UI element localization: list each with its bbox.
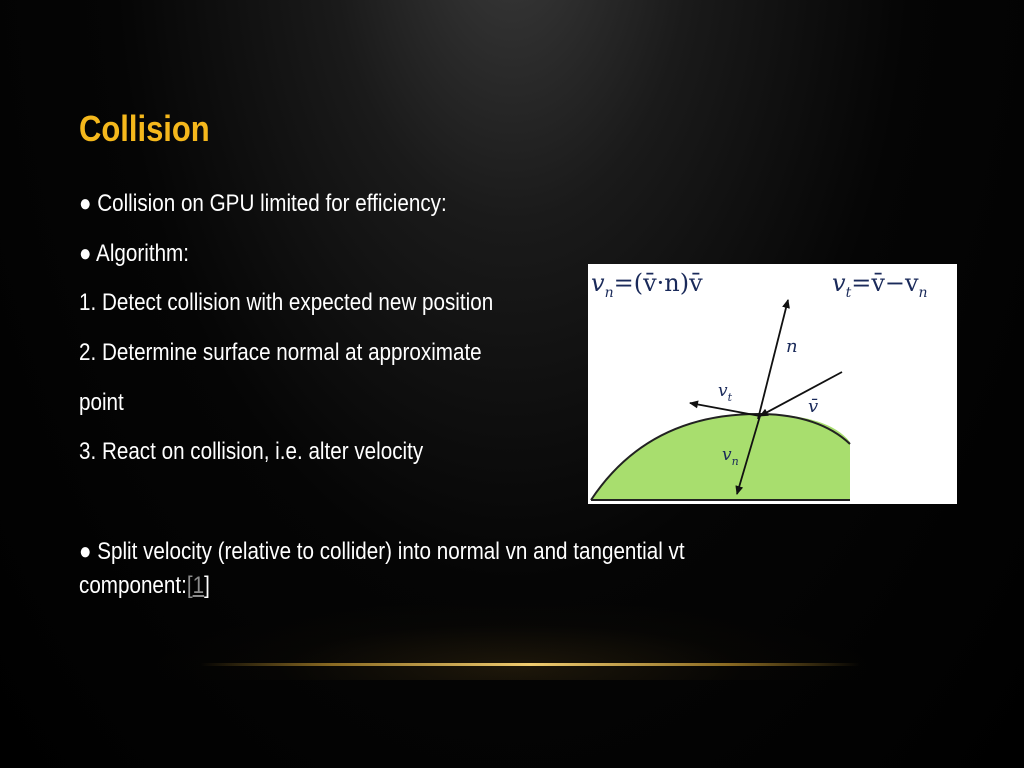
step-react-collision: 3. React on collision, i.e. alter velocity — [79, 438, 424, 465]
citation-link[interactable]: [1 — [186, 572, 205, 599]
formula-vn: $v_n=(v̄\cdot n)v̄$ — [591, 269, 703, 301]
collision-diagram-svg — [588, 264, 957, 504]
label-n: n — [786, 336, 798, 357]
footer-glow — [150, 600, 874, 680]
step-detect-collision: 1. Detect collision with expected new position — [79, 289, 494, 316]
label-vn: $v_n$ — [722, 445, 739, 468]
bullet-collision-gpu: ● Collision on GPU limited for efficiency: — [79, 190, 447, 217]
collision-diagram — [588, 264, 957, 504]
split-velocity-cont — [79, 572, 210, 600]
label-vt: $v_t$ — [718, 381, 733, 404]
step-surface-normal: 2. Determine surface normal at approximate — [79, 339, 482, 366]
normal-arrow — [758, 300, 788, 419]
footer-divider — [200, 663, 860, 666]
bullet-algorithm: ● Algorithm: — [79, 240, 189, 267]
citation-close: ] — [204, 572, 210, 599]
velocity-arrow — [760, 372, 842, 416]
component-label: component: — [79, 572, 187, 599]
label-vbar: v̄ — [808, 396, 819, 417]
slide-title: Collision — [79, 108, 210, 149]
formula-vt: $v_t=v̄-v_n$ — [832, 269, 928, 301]
step-surface-normal-cont: point — [79, 389, 124, 416]
tangential-arrow — [690, 403, 760, 416]
bullet-split-velocity: ● Split velocity (relative to collider) into normal vn and tangential vt — [79, 538, 685, 565]
